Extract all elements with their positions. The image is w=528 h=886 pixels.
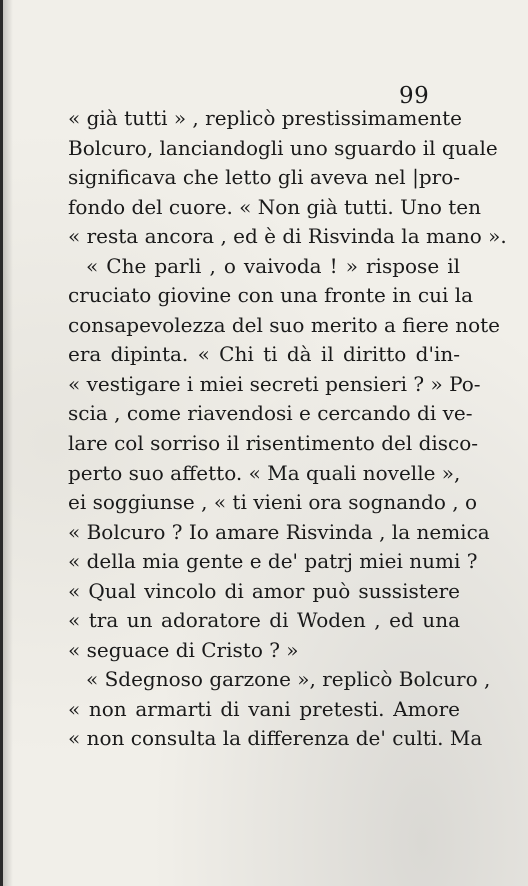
text-line: « già tutti » , replicò prestissimamente	[68, 106, 462, 130]
text-line: « Che parli , o vaivoda ! » rispose il	[86, 253, 460, 278]
text-line: significava che letto gli aveva nel |pro-	[68, 165, 460, 190]
text-line: « non consulta la differenza de' culti. Ma	[68, 726, 483, 751]
text-line: « della mia gente e de' patrj miei numi ?	[68, 549, 478, 574]
text-line: « seguace di Cristo ? »	[68, 637, 299, 662]
text-line: « Sdegnoso garzone », replicò Bolcuro ,	[86, 667, 491, 692]
text-line: scia , come riavendosi e cercando di ve-	[68, 401, 473, 426]
text-line: ei soggiunse , « ti vieni ora sognando , o	[68, 490, 478, 515]
text-line: « vestigare i miei secreti pensieri ? » Po-	[68, 371, 481, 396]
text-line: lare col sorriso il risentimento del disco-	[68, 431, 479, 456]
text-line: consapevolezza del suo merito a fiere note	[68, 312, 501, 337]
text-line: Bolcuro, lanciandogli uno sguardo il quale	[68, 135, 498, 160]
text-line: perto suo affetto. « Ma quali novelle »,	[68, 460, 461, 485]
text-line: era dipinta. « Chi ti dà il diritto d'in-	[68, 342, 460, 367]
text-line: « resta ancora , ed è di Risvinda la mano ».	[68, 224, 507, 249]
text-line: « tra un adoratore di Woden , ed una	[68, 608, 460, 633]
binding-shadow	[3, 0, 13, 886]
text-line: cruciato giovine con una fronte in cui la	[68, 283, 474, 308]
text-line: « non armarti di vani pretesti. Amore	[68, 696, 460, 721]
text-line: « Qual vincolo di amor può sussistere	[68, 578, 460, 603]
text-line: « Bolcuro ? Io amare Risvinda , la nemica	[68, 519, 490, 544]
page-number: 99	[399, 83, 430, 109]
text-line: fondo del cuore. « Non già tutti. Uno ten	[68, 194, 481, 219]
body-text	[68, 104, 507, 754]
